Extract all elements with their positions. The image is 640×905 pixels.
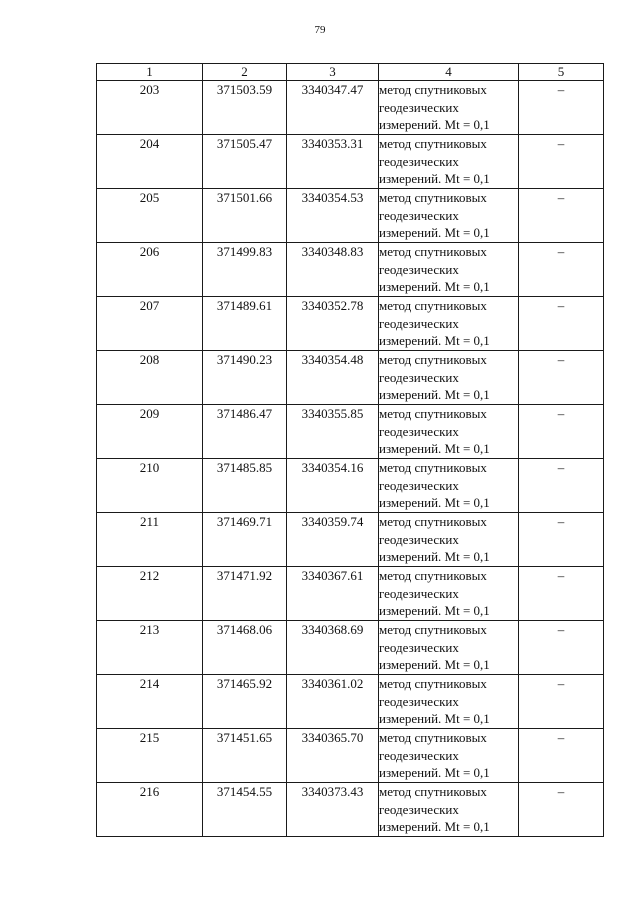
y-coordinate: 3340361.02 — [287, 675, 379, 729]
column-header-2: 2 — [203, 64, 287, 81]
table-row — [97, 459, 604, 513]
method-line-3: измерений. Mt = 0,1 — [379, 225, 490, 240]
y-coordinate: 3340359.74 — [287, 513, 379, 567]
y-coordinate: 3340352.78 — [287, 297, 379, 351]
method-line-2: геодезических — [379, 207, 459, 223]
method-line-3: измерений. Mt = 0,1 — [379, 495, 490, 510]
x-coordinate: 371486.47 — [203, 405, 287, 459]
method-line-3: измерений. Mt = 0,1 — [379, 765, 490, 780]
method-line-3: измерений. Mt = 0,1 — [379, 117, 490, 132]
y-coordinate: 3340355.85 — [287, 405, 379, 459]
method-line-1: метод спутниковых — [379, 136, 487, 151]
method-line-1: метод спутниковых — [379, 82, 487, 97]
method-cell — [379, 81, 519, 135]
point-number: 213 — [97, 621, 203, 675]
method-line-3: измерений. Mt = 0,1 — [379, 603, 490, 618]
method-line-2: геодезических — [379, 477, 459, 493]
method-line-1: метод спутниковых — [379, 298, 487, 313]
column-header-3: 3 — [287, 64, 379, 81]
method-cell — [379, 513, 519, 567]
method-line-2: геодезических — [379, 747, 459, 763]
table-row — [97, 243, 604, 297]
note-cell: – — [519, 567, 604, 621]
x-coordinate: 371471.92 — [203, 567, 287, 621]
method-cell — [379, 351, 519, 405]
x-coordinate: 371451.65 — [203, 729, 287, 783]
point-number: 205 — [97, 189, 203, 243]
point-number: 209 — [97, 405, 203, 459]
method-line-2: геодезических — [379, 369, 459, 385]
coordinates-table — [96, 63, 604, 837]
note-cell: – — [519, 783, 604, 837]
method-line-1: метод спутниковых — [379, 514, 487, 529]
y-coordinate: 3340373.43 — [287, 783, 379, 837]
method-line-1: метод спутниковых — [379, 568, 487, 583]
method-cell — [379, 729, 519, 783]
method-cell — [379, 243, 519, 297]
table-row — [97, 729, 604, 783]
method-line-3: измерений. Mt = 0,1 — [379, 387, 490, 402]
table-row — [97, 621, 604, 675]
column-header-5: 5 — [519, 64, 604, 81]
table-header — [97, 64, 604, 81]
method-line-1: метод спутниковых — [379, 784, 487, 799]
note-cell: – — [519, 189, 604, 243]
y-coordinate: 3340354.16 — [287, 459, 379, 513]
method-cell — [379, 783, 519, 837]
method-cell — [379, 621, 519, 675]
method-cell — [379, 135, 519, 189]
method-line-2: геодезических — [379, 801, 459, 817]
note-cell: – — [519, 729, 604, 783]
method-line-3: измерений. Mt = 0,1 — [379, 657, 490, 672]
method-line-2: геодезических — [379, 315, 459, 331]
x-coordinate: 371505.47 — [203, 135, 287, 189]
note-cell: – — [519, 675, 604, 729]
x-coordinate: 371465.92 — [203, 675, 287, 729]
method-line-3: измерений. Mt = 0,1 — [379, 333, 490, 348]
method-line-3: измерений. Mt = 0,1 — [379, 819, 490, 834]
point-number: 211 — [97, 513, 203, 567]
y-coordinate: 3340368.69 — [287, 621, 379, 675]
x-coordinate: 371454.55 — [203, 783, 287, 837]
x-coordinate: 371503.59 — [203, 81, 287, 135]
column-header-1: 1 — [97, 64, 203, 81]
method-line-1: метод спутниковых — [379, 190, 487, 205]
point-number: 216 — [97, 783, 203, 837]
table-row — [97, 135, 604, 189]
x-coordinate: 371499.83 — [203, 243, 287, 297]
header-row — [97, 64, 604, 81]
y-coordinate: 3340347.47 — [287, 81, 379, 135]
method-cell — [379, 675, 519, 729]
x-coordinate: 371501.66 — [203, 189, 287, 243]
note-cell: – — [519, 405, 604, 459]
x-coordinate: 371468.06 — [203, 621, 287, 675]
method-line-1: метод спутниковых — [379, 730, 487, 745]
method-line-1: метод спутниковых — [379, 406, 487, 421]
point-number: 214 — [97, 675, 203, 729]
table-row — [97, 189, 604, 243]
note-cell: – — [519, 243, 604, 297]
point-number: 203 — [97, 81, 203, 135]
method-line-3: измерений. Mt = 0,1 — [379, 711, 490, 726]
method-line-3: измерений. Mt = 0,1 — [379, 549, 490, 564]
method-line-1: метод спутниковых — [379, 676, 487, 691]
column-header-4: 4 — [379, 64, 519, 81]
note-cell: – — [519, 621, 604, 675]
method-line-1: метод спутниковых — [379, 460, 487, 475]
method-line-3: измерений. Mt = 0,1 — [379, 279, 490, 294]
table-row — [97, 297, 604, 351]
method-line-2: геодезических — [379, 153, 459, 169]
point-number: 206 — [97, 243, 203, 297]
method-line-1: метод спутниковых — [379, 622, 487, 637]
table-row — [97, 567, 604, 621]
note-cell: – — [519, 297, 604, 351]
method-line-3: измерений. Mt = 0,1 — [379, 171, 490, 186]
x-coordinate: 371489.61 — [203, 297, 287, 351]
method-cell — [379, 405, 519, 459]
method-cell — [379, 189, 519, 243]
table-row — [97, 351, 604, 405]
method-line-1: метод спутниковых — [379, 352, 487, 367]
note-cell: – — [519, 513, 604, 567]
method-line-2: геодезических — [379, 261, 459, 277]
table-body — [97, 81, 604, 837]
point-number: 215 — [97, 729, 203, 783]
x-coordinate: 371485.85 — [203, 459, 287, 513]
method-line-2: геодезических — [379, 531, 459, 547]
method-line-2: геодезических — [379, 585, 459, 601]
point-number: 207 — [97, 297, 203, 351]
table-row — [97, 405, 604, 459]
x-coordinate: 371490.23 — [203, 351, 287, 405]
point-number: 208 — [97, 351, 203, 405]
point-number: 210 — [97, 459, 203, 513]
note-cell: – — [519, 135, 604, 189]
table-row — [97, 675, 604, 729]
note-cell: – — [519, 351, 604, 405]
method-cell — [379, 567, 519, 621]
method-cell — [379, 297, 519, 351]
y-coordinate: 3340354.53 — [287, 189, 379, 243]
page-number: 79 — [314, 24, 326, 36]
y-coordinate: 3340354.48 — [287, 351, 379, 405]
note-cell: – — [519, 459, 604, 513]
table-row — [97, 513, 604, 567]
x-coordinate: 371469.71 — [203, 513, 287, 567]
table-row — [97, 81, 604, 135]
note-cell: – — [519, 81, 604, 135]
point-number: 212 — [97, 567, 203, 621]
y-coordinate: 3340365.70 — [287, 729, 379, 783]
method-line-2: геодезических — [379, 693, 459, 709]
method-line-2: геодезических — [379, 639, 459, 655]
method-line-2: геодезических — [379, 423, 459, 439]
y-coordinate: 3340348.83 — [287, 243, 379, 297]
method-line-2: геодезических — [379, 99, 459, 115]
method-line-1: метод спутниковых — [379, 244, 487, 259]
y-coordinate: 3340353.31 — [287, 135, 379, 189]
method-cell — [379, 459, 519, 513]
y-coordinate: 3340367.61 — [287, 567, 379, 621]
point-number: 204 — [97, 135, 203, 189]
method-line-3: измерений. Mt = 0,1 — [379, 441, 490, 456]
table-row — [97, 783, 604, 837]
